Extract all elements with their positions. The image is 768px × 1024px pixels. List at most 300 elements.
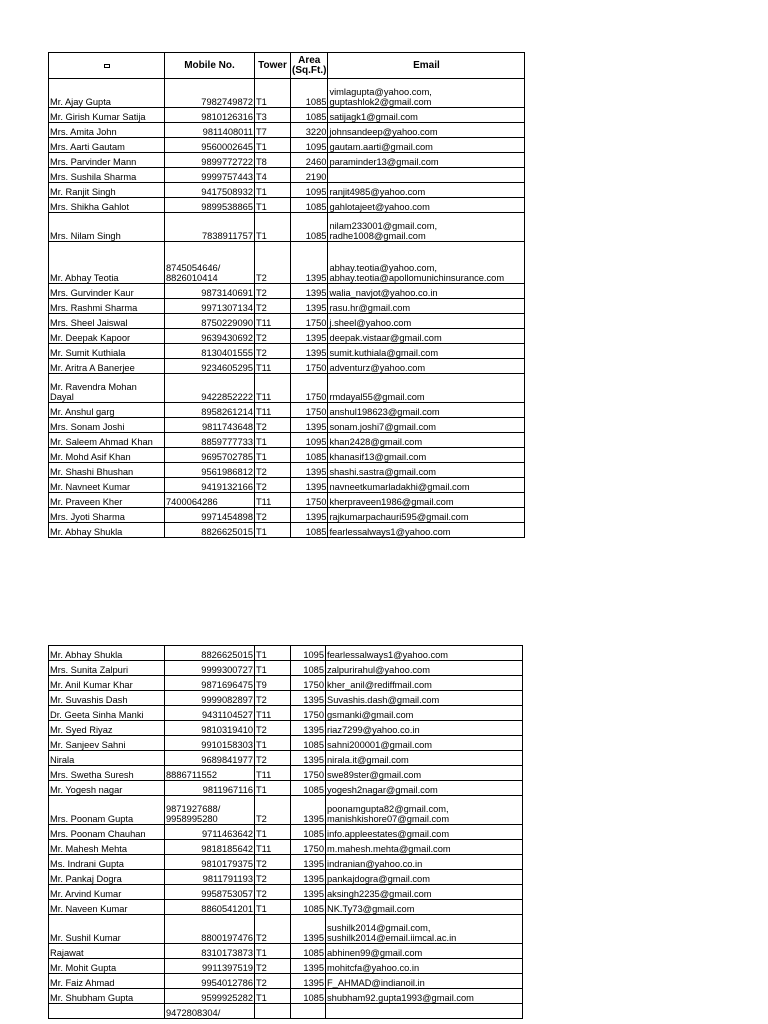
resident-name: Mr. Ravendra Mohan Dayal: [49, 374, 165, 403]
email: [328, 508, 525, 523]
mobile-line: 9971307134: [201, 303, 253, 313]
header-area: Area (Sq.Ft.): [291, 53, 328, 79]
email: [326, 721, 523, 736]
resident-name: [49, 1004, 165, 1019]
table-row: [49, 123, 525, 138]
tower: T2: [255, 796, 291, 825]
mobile-number: [165, 989, 255, 1004]
area-sqft: 1395: [291, 959, 326, 974]
mobile-line: 9871696475: [201, 680, 253, 690]
mobile-number: [165, 138, 255, 153]
email: [328, 344, 525, 359]
mobile-number: [165, 493, 255, 508]
area-sqft: 1085: [291, 661, 326, 676]
header-tower: Tower: [255, 53, 291, 79]
resident-name: Mr. Abhay Shukla: [49, 523, 165, 538]
area-sqft: 1750: [291, 359, 328, 374]
resident-name: Nirala: [49, 751, 165, 766]
mobile-number: [165, 706, 255, 721]
mobile-number: [165, 721, 255, 736]
mobile-number: [165, 661, 255, 676]
table-row: [49, 314, 525, 329]
tower: T1: [255, 736, 291, 751]
resident-name: Mr. Shashi Bhushan: [49, 463, 165, 478]
area-sqft: 1085: [291, 900, 326, 915]
tower: T1: [255, 183, 291, 198]
mobile-line: 9234605295: [201, 363, 253, 373]
email-line: sahni200001@gmail.com: [327, 740, 433, 750]
tower: T1: [255, 79, 291, 108]
resident-name: Mr. Praveen Kher: [49, 493, 165, 508]
mobile-number: [165, 691, 255, 706]
mobile-number: [165, 108, 255, 123]
mobile-line: 8130401555: [201, 348, 253, 358]
email: [326, 736, 523, 751]
table-row: [49, 766, 523, 781]
email-line: anshul198623@gmail.com: [329, 407, 440, 417]
mobile-line: 9811791193: [202, 874, 253, 884]
email-line: rasu.hr@gmail.com: [329, 303, 411, 313]
mobile-number: [165, 183, 255, 198]
email-line: NK.Ty73@gmail.com: [327, 904, 415, 914]
resident-name: Mr. Abhay Teotia: [49, 242, 165, 284]
tower: T8: [255, 153, 291, 168]
area-sqft: 1395: [291, 344, 328, 359]
email: [328, 79, 525, 108]
tower: T2: [255, 885, 291, 900]
area-sqft: 1095: [291, 646, 326, 661]
mobile-number: [165, 523, 255, 538]
area-sqft: 1095: [291, 433, 328, 448]
email: [328, 329, 525, 344]
tower: T2: [255, 959, 291, 974]
mobile-line: 9599925282: [201, 993, 253, 1003]
resident-name: Mr. Mohd Asif Khan: [49, 448, 165, 463]
table-row: [49, 463, 525, 478]
mobile-number: [165, 508, 255, 523]
mobile-number: [165, 840, 255, 855]
table-row: [49, 796, 523, 825]
mobile-number: [165, 359, 255, 374]
tower: T1: [255, 781, 291, 796]
tower: T1: [255, 138, 291, 153]
area-sqft: 1750: [291, 840, 326, 855]
table-row: [49, 359, 525, 374]
resident-name: Mr. Pankaj Dogra: [49, 870, 165, 885]
email-line: satijagk1@gmail.com: [329, 112, 418, 122]
mobile-line: 8750229090: [201, 318, 253, 328]
area-sqft: 1085: [291, 523, 328, 538]
resident-name: Mrs. Sunita Zalpuri: [49, 661, 165, 676]
header-name: [49, 53, 165, 79]
area-sqft: 1395: [291, 418, 328, 433]
email-line: F_AHMAD@indianoil.in: [327, 978, 425, 988]
email-line: adventurz@yahoo.com: [329, 363, 426, 373]
email-line: gsmanki@gmail.com: [327, 710, 414, 720]
resident-name: Mrs. Poonam Gupta: [49, 796, 165, 825]
tower: T2: [255, 974, 291, 989]
header-email: Email: [328, 53, 525, 79]
tower: T2: [255, 508, 291, 523]
tower: T2: [255, 299, 291, 314]
email-line: deepak.vistaar@gmail.com: [329, 333, 442, 343]
email-line: info.appleestates@gmail.com: [327, 829, 450, 839]
tower: T1: [255, 448, 291, 463]
tower: [255, 1004, 291, 1019]
resident-name: Mrs. Sonam Joshi: [49, 418, 165, 433]
table-row: [49, 840, 523, 855]
email: [328, 403, 525, 418]
email: [326, 900, 523, 915]
tower: T3: [255, 108, 291, 123]
area-sqft: 1750: [291, 766, 326, 781]
email: [326, 840, 523, 855]
email-line: abhinen99@gmail.com: [327, 948, 423, 958]
area-sqft: 1085: [291, 108, 328, 123]
email: [326, 1004, 523, 1019]
email: [326, 691, 523, 706]
table-row: [49, 885, 523, 900]
email-line: nilam233001@gmail.com,: [329, 221, 438, 231]
mobile-number: [165, 284, 255, 299]
mobile-number: [165, 433, 255, 448]
mobile-number: [165, 870, 255, 885]
email: [326, 915, 523, 944]
email-line: shubham92.gupta1993@gmail.com: [327, 993, 474, 1003]
mobile-line: 9899772722: [201, 157, 253, 167]
resident-name: Mr. Suvashis Dash: [49, 691, 165, 706]
table-row: [49, 900, 523, 915]
mobile-number: [165, 198, 255, 213]
mobile-line: 9818185642: [201, 844, 253, 854]
email-line: kher_anil@rediffmail.com: [327, 680, 432, 690]
email: [328, 183, 525, 198]
resident-name: Mrs. Amita John: [49, 123, 165, 138]
table-row: [49, 344, 525, 359]
mobile-line: 9811408011: [202, 127, 253, 137]
tower: T2: [255, 344, 291, 359]
email: [328, 523, 525, 538]
mobile-number: [165, 766, 255, 781]
mobile-number: [165, 403, 255, 418]
area-sqft: 1750: [291, 706, 326, 721]
email: [328, 123, 525, 138]
resident-name: Mr. Faiz Ahmad: [49, 974, 165, 989]
mobile-number: [165, 213, 255, 242]
mobile-line: 9999300727: [201, 665, 253, 675]
email-line: mohitcfa@yahoo.co.in: [327, 963, 420, 973]
area-sqft: 1085: [291, 448, 328, 463]
mobile-number: [165, 344, 255, 359]
tower: T2: [255, 855, 291, 870]
table-row: [49, 299, 525, 314]
mobile-line: 9911397519: [201, 963, 253, 973]
tower: T2: [255, 329, 291, 344]
table-row: [49, 751, 523, 766]
mobile-line: 9971454898: [201, 512, 253, 522]
email: [326, 676, 523, 691]
table-row: [49, 676, 523, 691]
email-line: indranian@yahoo.co.in: [327, 859, 423, 869]
area-sqft: 1750: [291, 493, 328, 508]
mobile-line: 8826625015: [201, 650, 253, 660]
mobile-line: 9422852222: [201, 392, 253, 402]
mobile-line: 9999757443: [201, 172, 253, 182]
resident-name: Mr. Aritra A Banerjee: [49, 359, 165, 374]
mobile-number: [165, 478, 255, 493]
resident-name: Mr. Shubham Gupta: [49, 989, 165, 1004]
resident-name: Mr. Anshul garg: [49, 403, 165, 418]
resident-name: Mr. Naveen Kumar: [49, 900, 165, 915]
email-line: yogesh2nagar@gmail.com: [327, 785, 438, 795]
area-sqft: 1750: [291, 676, 326, 691]
tower: T2: [255, 418, 291, 433]
email: [328, 314, 525, 329]
mobile-number: [165, 646, 255, 661]
table-row: [49, 855, 523, 870]
resident-table-2: [48, 645, 523, 1019]
email: [326, 706, 523, 721]
email-line: shashi.sastra@gmail.com: [329, 467, 437, 477]
mobile-line: 9810126316: [201, 112, 253, 122]
mobile-number: [165, 885, 255, 900]
area-sqft: 1395: [291, 915, 326, 944]
table-row: [49, 138, 525, 153]
mobile-line: 8859777733: [201, 437, 253, 447]
resident-name: Mr. Ranjit Singh: [49, 183, 165, 198]
resident-name: Mr. Sumit Kuthiala: [49, 344, 165, 359]
email: [328, 478, 525, 493]
area-sqft: 1395: [291, 885, 326, 900]
mobile-line: 9810319410: [201, 725, 253, 735]
tower: T2: [255, 915, 291, 944]
mobile-line: 9561986812: [201, 467, 253, 477]
table-row: [49, 153, 525, 168]
table-row: [49, 418, 525, 433]
mobile-line: 9958753057: [201, 889, 253, 899]
email: [326, 751, 523, 766]
tower: T11: [255, 374, 291, 403]
mobile-number: [165, 915, 255, 944]
email-line: walia_navjot@yahoo.co.in: [329, 288, 438, 298]
area-sqft: 1395: [291, 478, 328, 493]
email: [326, 870, 523, 885]
email-line: aksingh2235@gmail.com: [327, 889, 432, 899]
email-line: sushilk2014@gmail.com,: [327, 923, 431, 933]
email: [326, 974, 523, 989]
mobile-line: 9873140691: [201, 288, 253, 298]
email-line: guptashlok2@gmail.com: [329, 97, 432, 107]
mobile-number: [165, 736, 255, 751]
area-sqft: 1395: [291, 751, 326, 766]
tower: T1: [255, 198, 291, 213]
email: [326, 959, 523, 974]
table-row: [49, 403, 525, 418]
tower: T9: [255, 676, 291, 691]
mobile-line: 9689841977: [201, 755, 253, 765]
area-sqft: 1395: [291, 870, 326, 885]
resident-table-1: [48, 52, 525, 538]
mobile-line: 8826625015: [201, 527, 253, 537]
table-row: [49, 493, 525, 508]
resident-name: Mr. Syed Riyaz: [49, 721, 165, 736]
table-header: [49, 53, 525, 79]
resident-name: Mr. Deepak Kapoor: [49, 329, 165, 344]
tower: T4: [255, 168, 291, 183]
mobile-line: 9419132166: [201, 482, 253, 492]
area-sqft: 1085: [291, 989, 326, 1004]
resident-name: Mrs. Shikha Gahlot: [49, 198, 165, 213]
email-line: navneetkumarladakhi@gmail.com: [329, 482, 470, 492]
area-sqft: 1750: [291, 314, 328, 329]
mobile-line: 8826010414: [166, 273, 218, 283]
resident-name: Ms. Indrani Gupta: [49, 855, 165, 870]
mobile-number: [165, 79, 255, 108]
mobile-number: [165, 855, 255, 870]
mobile-line: 9871927688/: [166, 804, 221, 814]
email: [326, 646, 523, 661]
table-row: [49, 523, 525, 538]
email: [328, 213, 525, 242]
mobile-number: [165, 1004, 255, 1019]
email-line: kherpraveen1986@gmail.com: [329, 497, 454, 507]
tower: T11: [255, 314, 291, 329]
area-sqft: 1395: [291, 974, 326, 989]
email-line: fearlessalways1@yahoo.com: [329, 527, 451, 537]
tower: T11: [255, 840, 291, 855]
table-row: [49, 1004, 523, 1019]
mobile-number: [165, 123, 255, 138]
email: [328, 108, 525, 123]
area-sqft: 1085: [291, 944, 326, 959]
mobile-line: 9910158303: [201, 740, 253, 750]
email-line: Suvashis.dash@gmail.com: [327, 695, 440, 705]
area-sqft: 1395: [291, 721, 326, 736]
table-row: [49, 108, 525, 123]
resident-name: Mrs. Gurvinder Kaur: [49, 284, 165, 299]
tower: T1: [255, 523, 291, 538]
tower: T2: [255, 242, 291, 284]
resident-name: Mr. Mohit Gupta: [49, 959, 165, 974]
area-sqft: 1085: [291, 79, 328, 108]
table-row: [49, 284, 525, 299]
table-row: [49, 242, 525, 284]
tower: T2: [255, 463, 291, 478]
email-line: fearlessalways1@yahoo.com: [327, 650, 449, 660]
mobile-line: 9560002645: [201, 142, 253, 152]
mobile-line: 7982749872: [201, 97, 253, 107]
resident-name: Mr. Abhay Shukla: [49, 646, 165, 661]
email: [326, 855, 523, 870]
mobile-line: 9999082897: [201, 695, 253, 705]
table-row: [49, 736, 523, 751]
mobile-number: [165, 959, 255, 974]
area-sqft: 1395: [291, 855, 326, 870]
mobile-number: [165, 463, 255, 478]
resident-name: Mr. Saleem Ahmad Khan: [49, 433, 165, 448]
mobile-line: 7400064286: [166, 497, 218, 507]
mobile-line: 9811743648: [201, 422, 253, 432]
resident-name: Mr. Sushil Kumar: [49, 915, 165, 944]
email: [326, 661, 523, 676]
resident-name: Dr. Geeta Sinha Manki: [49, 706, 165, 721]
mobile-number: [165, 676, 255, 691]
area-sqft: 2190: [291, 168, 328, 183]
mobile-number: [165, 418, 255, 433]
email-line: johnsandeep@yahoo.com: [329, 127, 438, 137]
email-line: j.sheel@yahoo.com: [329, 318, 412, 328]
table-row: [49, 706, 523, 721]
tower: T2: [255, 721, 291, 736]
area-sqft: 1085: [291, 825, 326, 840]
tower: T11: [255, 766, 291, 781]
email: [328, 284, 525, 299]
tower: T1: [255, 900, 291, 915]
resident-name: Mrs. Sheel Jaiswal: [49, 314, 165, 329]
tower: T2: [255, 691, 291, 706]
table-row: [49, 781, 523, 796]
resident-name: Mrs. Swetha Suresh: [49, 766, 165, 781]
email: [328, 138, 525, 153]
tower: T7: [255, 123, 291, 138]
mobile-number: [165, 781, 255, 796]
mobile-number: [165, 374, 255, 403]
area-sqft: 1395: [291, 284, 328, 299]
mobile-line: 9431104527: [201, 710, 253, 720]
mobile-line: 8958261214: [201, 407, 253, 417]
area-sqft: 1395: [291, 242, 328, 284]
email: [326, 766, 523, 781]
mobile-number: [165, 796, 255, 825]
table-row: [49, 989, 523, 1004]
email-line: riaz7299@yahoo.co.in: [327, 725, 420, 735]
email: [328, 359, 525, 374]
table-row: [49, 944, 523, 959]
table-row: [49, 448, 525, 463]
mobile-number: [165, 168, 255, 183]
area-sqft: 1750: [291, 374, 328, 403]
resident-name: Mr. Girish Kumar Satija: [49, 108, 165, 123]
resident-name: Mr. Arvind Kumar: [49, 885, 165, 900]
table-row: [49, 478, 525, 493]
table-row: [49, 213, 525, 242]
tower: T11: [255, 359, 291, 374]
resident-name: Mrs. Sushila Sharma: [49, 168, 165, 183]
email: [328, 299, 525, 314]
table-row: [49, 721, 523, 736]
email: [328, 198, 525, 213]
email-line: m.mahesh.mehta@gmail.com: [327, 844, 451, 854]
tower: T11: [255, 706, 291, 721]
mobile-number: [165, 448, 255, 463]
resident-name: Mr. Sanjeev Sahni: [49, 736, 165, 751]
area-sqft: 1395: [291, 463, 328, 478]
area-sqft: 1395: [291, 329, 328, 344]
mobile-line: 8745054646/: [166, 263, 221, 273]
area-sqft: 1395: [291, 299, 328, 314]
mobile-line: 9711463642: [201, 829, 253, 839]
table-row: [49, 691, 523, 706]
tower: T1: [255, 433, 291, 448]
email-line: zalpurirahul@yahoo.com: [327, 665, 430, 675]
email-line: gautam.aarti@gmail.com: [329, 142, 433, 152]
mobile-line: 9417508932: [201, 187, 253, 197]
area-sqft: 2460: [291, 153, 328, 168]
email: [328, 153, 525, 168]
resident-name: Mrs. Aarti Gautam: [49, 138, 165, 153]
email: [328, 493, 525, 508]
area-sqft: 1095: [291, 183, 328, 198]
